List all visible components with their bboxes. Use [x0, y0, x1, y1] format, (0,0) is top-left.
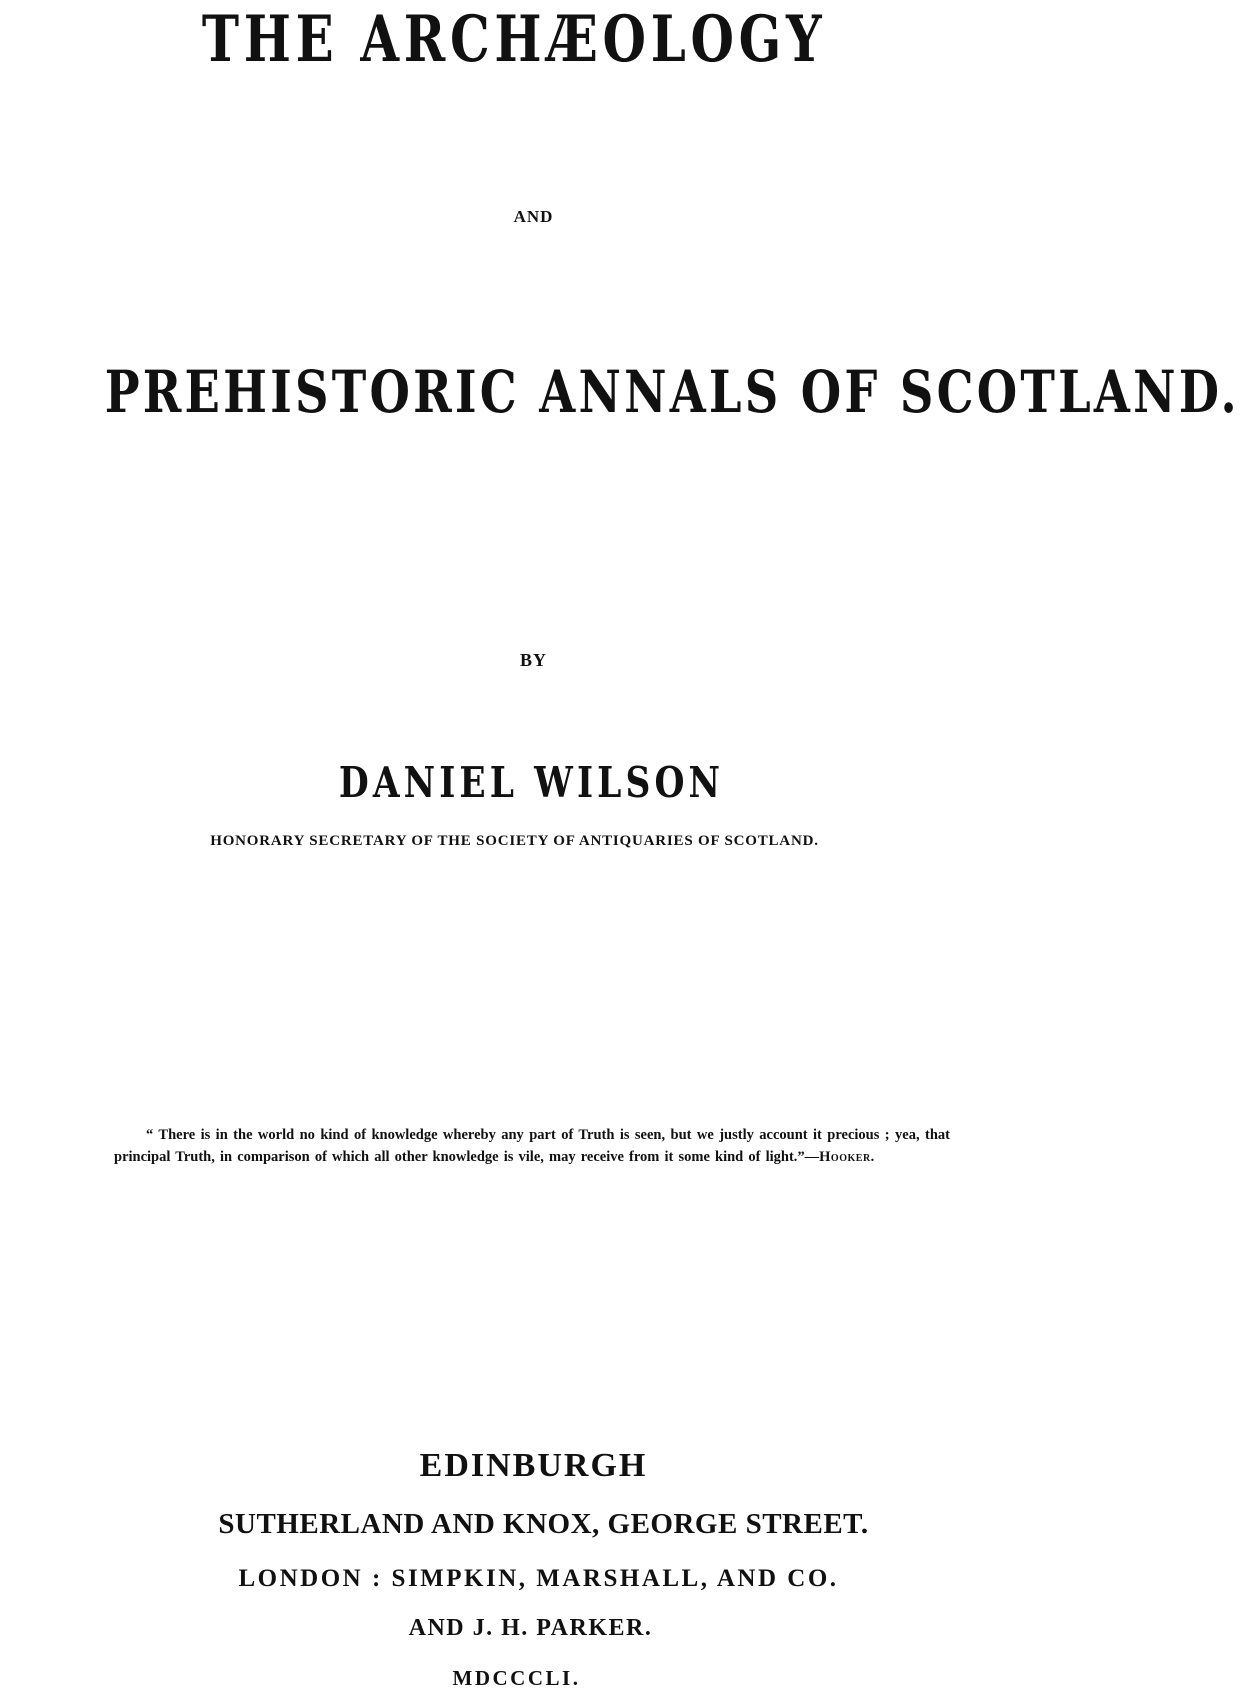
title-line-2: PREHISTORIC ANNALS OF SCOTLAND.	[104, 358, 1240, 426]
title-line-1: THE ARCHÆOLOGY	[201, 2, 827, 77]
byline-by: BY	[519, 650, 547, 670]
imprint-london-line: LONDON : SIMPKIN, MARSHALL, AND CO.	[238, 1565, 839, 1592]
epigraph-attribution: Hooker.	[819, 1149, 875, 1165]
title-conjunction: AND	[513, 207, 554, 226]
author-name: DANIEL WILSON	[338, 758, 725, 807]
epigraph	[114, 1124, 950, 1168]
imprint-publisher: SUTHERLAND AND KNOX, GEORGE STREET.	[218, 1508, 869, 1540]
imprint-city: EDINBURGH	[419, 1447, 648, 1484]
epigraph-text: “ There is in the world no kind of knowledge whereby any part of Truth is seen, but we justly account it precious ; yea, that principal Truth, in comparison of which all other knowledge is vile, may receive from it some kind of light.”—	[114, 1127, 950, 1165]
imprint-date: MDCCCLI.	[452, 1666, 581, 1690]
imprint-parker-line: AND J. H. PARKER.	[408, 1615, 653, 1641]
author-role: HONORARY SECRETARY OF THE SOCIETY OF ANTIQUARIES OF SCOTLAND.	[210, 833, 819, 849]
